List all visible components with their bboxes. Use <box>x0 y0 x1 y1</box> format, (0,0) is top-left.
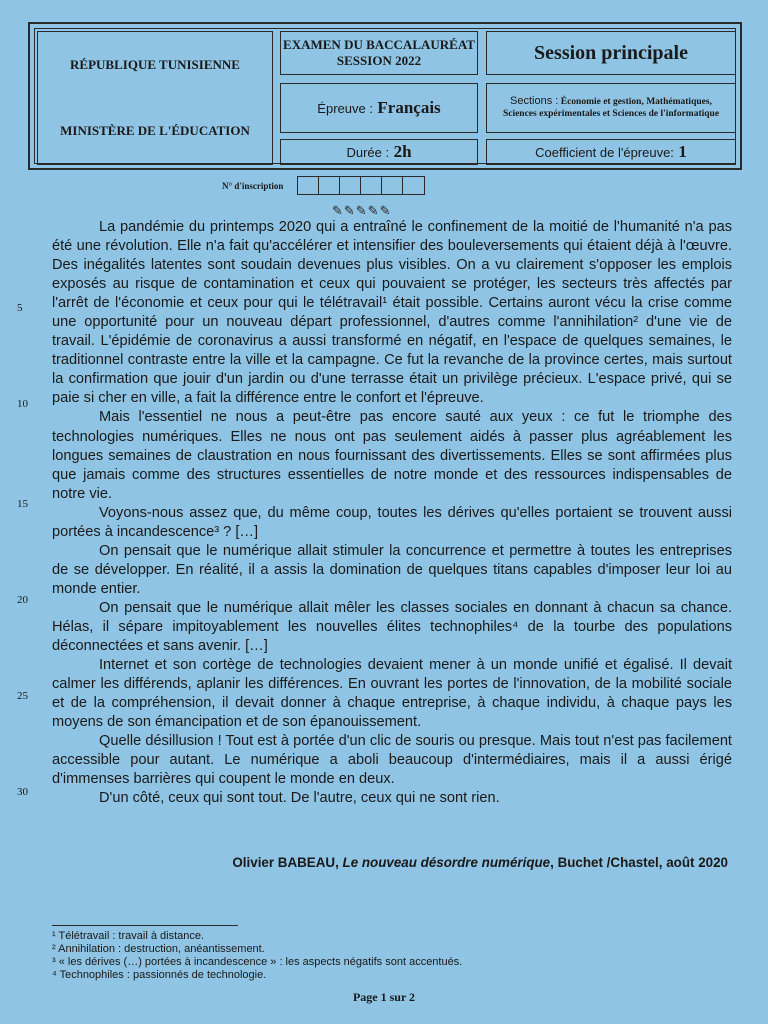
paragraph: D'un côté, ceux qui sont tout. De l'autre, ceux qui ne sont rien. <box>99 790 500 807</box>
source-publisher: , Buchet /Chastel, août 2020 <box>550 855 728 870</box>
inscription-box[interactable] <box>298 177 319 194</box>
line-number: 20 <box>17 594 28 606</box>
main-text <box>52 218 732 808</box>
paragraph: On pensait que le numérique allait mêler les classes sociales en donnant à chacun sa chance. Hélas, il sépare impitoyablement les nouvelles élites technophiles⁴ de la tourbe des populations déconnectées et sans avenir. […] <box>52 599 732 655</box>
inscription-box[interactable] <box>382 177 403 194</box>
country-ministry-cell <box>37 31 273 165</box>
republique-label: RÉPUBLIQUE TUNISIENNE <box>70 57 240 73</box>
line-number: 15 <box>17 498 28 510</box>
source-author: Olivier BABEAU, <box>232 855 339 870</box>
duree-value: 2h <box>393 142 412 161</box>
inscription-box[interactable] <box>340 177 361 194</box>
session-year: SESSION 2022 <box>336 53 422 68</box>
session-type-cell <box>486 31 736 75</box>
duree-label: Durée : <box>346 144 390 160</box>
inscription-boxes[interactable] <box>297 176 425 195</box>
footnote: ³ « les dérives (…) portées à incandescence » : les aspects négatifs sont accentués. <box>52 956 463 968</box>
paragraph: Voyons-nous assez que, du même coup, toutes les dérives qu'elles portaient se trouvent aussi portées à incandescence³ ? […] <box>52 504 732 540</box>
source-citation <box>232 855 728 870</box>
epreuve-label: Épreuve : <box>317 100 373 116</box>
page-number: Page 1 sur 2 <box>352 990 416 1004</box>
paragraph: Mais l'essentiel ne nous a peut-être pas encore sauté aux yeux : ce fut le triomphe des technologies numériques. Elles ne nous ont pas seulement aidés à passer plus agréablement les longues semaines de claustration en nous fournissant des divertissements. Elles se sont affirmées plus que jamais comme des structures essentielles de notre monde et des ressources indispensables de notre vie. <box>52 409 732 502</box>
coefficient-label: Coefficient de l'épreuve: <box>535 144 674 160</box>
line-number: 25 <box>17 690 28 702</box>
exam-title-cell <box>280 31 478 75</box>
footnote: ² Annihilation : destruction, anéantissement. <box>52 943 265 955</box>
coefficient-value: 1 <box>678 142 687 161</box>
header-inner-frame <box>34 28 736 164</box>
inscription-box[interactable] <box>361 177 382 194</box>
inscription-box[interactable] <box>403 177 424 194</box>
inscription-box[interactable] <box>319 177 340 194</box>
line-number: 30 <box>17 786 28 798</box>
sections-label: Sections : <box>510 95 559 108</box>
line-number: 5 <box>17 302 23 314</box>
epreuve-value: Français <box>377 98 441 117</box>
sections-value: Économie et gestion, Mathématiques, Sciences expérimentales et Sciences de l'informatique <box>502 97 720 119</box>
inscription-label: N° d'inscription <box>222 180 284 191</box>
paragraph: Internet et son cortège de technologies devaient mener à un monde unifié et égalisé. Il devait calmer les différends, aplanir les différences. En ouvrant les portes de l'innovation, de la mobilité sociale et de la compréhension, il devait donner à chaque entreprise, à chaque individu, à chaque pays les moyens de son émancipation et de son épanouissement. <box>52 657 732 731</box>
sections-cell <box>486 83 736 133</box>
inscription-row <box>222 176 425 195</box>
paragraph: Quelle désillusion ! Tout est à portée d'un clic de souris ou presque. Mais tout n'est pas facilement accessible pour autant. Le numérique a aboli beaucoup d'intermédiaires, mais il a aussi érigé d'immenses barrières qui coupent le monde en deux. <box>52 733 732 788</box>
paragraph: On pensait que le numérique allait stimuler la concurrence et permettre à toutes les entreprises de se développer. En réalité, il a assis la domination de quelques titans capables d'imposer leur loi au monde entier. <box>52 542 732 597</box>
paragraph: La pandémie du printemps 2020 qui a entraîné le confinement de la moitié de l'humanité n'a pas été une révolution. Elle n'a fait qu'accélérer et intensifier des bouleversements qui étaient déjà à l'œuvre. Des inégalités latentes sont soudain devenues plus visibles. On a vu clairement s'opposer les emplois exposés au risque de contamination et ceux qui pouvaient se protéger, les secteurs très affectés par l'arrêt de l'économie et ceux pour qui le télétravail¹ était possible. Certains auront vécu la crise comme une opportunité pour un nouveau départ professionnel, d'autres comme l'annihilation² d'une vie de travail. L'épidémie de coronavirus a aussi transformé en négatif, en l'espace de quelques semaines, le traditionnel contraste entre la ville et la campagne. Ce fut la revanche de la province certes, mais surtout la confirmation que jouir d'un jardin ou d'une terrasse était un privilège précieux. L'espace privé, qui se paie si cher en ville, a fait la différence entre le confort et l'épreuve. <box>52 219 732 407</box>
duree-cell <box>280 139 478 165</box>
exam-title: EXAMEN DU BACCALAURÉAT <box>283 37 475 53</box>
footnote: ¹ Télétravail : travail à distance. <box>52 930 205 942</box>
coefficient-cell <box>486 139 736 165</box>
exam-header <box>28 22 742 170</box>
ministere-label: MINISTÈRE DE L'ÉDUCATION <box>60 123 250 139</box>
footnotes <box>52 930 462 982</box>
footnote: ⁴ Technophiles : passionnés de technologie. <box>52 969 267 981</box>
footnote-divider <box>52 925 238 926</box>
session-type: Session principale <box>534 41 688 64</box>
source-title: Le nouveau désordre numérique <box>342 855 551 870</box>
pencil-ornament-icon: ✎✎✎✎✎ <box>332 203 392 218</box>
epreuve-cell <box>280 83 478 133</box>
line-number: 10 <box>17 398 28 410</box>
